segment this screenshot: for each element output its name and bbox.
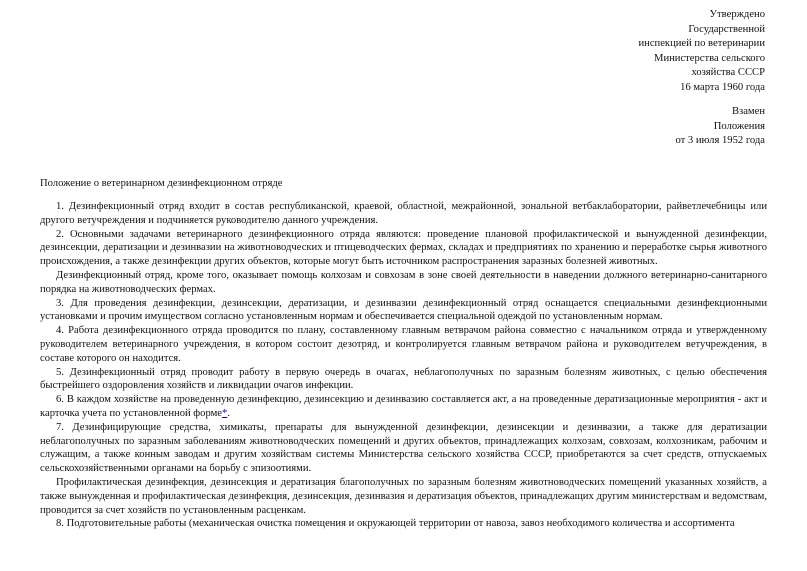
paragraph-1: 1. Дезинфекционный отряд входит в состав республиканской, краевой, областной, межрайонной, зональной ветбаклаборатории, райветлечебницы или другого ветучреждения и подчиняется руководителю данного учреждения. [40, 201, 767, 226]
paragraph-5: 5. Дезинфекционный отряд проводит работу в первую очередь в очагах, неблагополучных по заразным болезням животных, с целью обеспечения быстрейшего оздоровления хозяйств и ликвидации очагов инфекции. [40, 366, 767, 392]
paragraph-4: 4. Работа дезинфекционного отряда проводится по плану, составленному главным ветврачом района совместно с начальником отряда и утвержденному руководителем ветеринарного учреждения, в котором состоит дезотряд, и контролируется главным ветврачом района и руководителем ветучреждения, в составе которого он находится. [40, 325, 767, 364]
paragraph-8: 8. Подготовительные работы (механическая очистка помещения и окружающей территории от навоза, завоз необходимого количества и ассортимента [56, 518, 735, 530]
document-body [40, 200, 767, 531]
approval-line: Министерства сельского [654, 52, 765, 64]
approval-date: 16 марта 1960 года [680, 81, 765, 93]
spacer [639, 95, 765, 105]
replaces-line: Положения [713, 120, 765, 132]
approval-line: Утверждено [709, 9, 765, 20]
approval-block [639, 8, 765, 149]
paragraph-6 [40, 393, 767, 421]
document-title: Положение о ветеринарном дезинфекционном отряде [40, 178, 283, 189]
footnote-link[interactable]: * [222, 407, 228, 419]
approval-line: Государственной [688, 23, 765, 35]
paragraph-2-continued: Дезинфекционный отряд, кроме того, оказывает помощь колхозам и совхозам в зоне своей деятельности в наведении должного ветеринарно-санитарного порядка на животноводческих фермах. [40, 269, 767, 295]
paragraph-7-continued: Профилактическая дезинфекция, дезинсекция и дератизация благополучных по заразным болезням животноводческих помещений указанных хозяйств, а также вынужденная и профилактическая дезинфекция, дезинсекция, дезинвазия и дератизация объектов, принадлежащих другим министерствам и ведомствам, проводится за счет хозяйств по установленным расценкам. [40, 476, 767, 516]
paragraph-2: 2. Основными задачами ветеринарного дезинфекционного отряда являются: проведение плановой профилактической и вынужденной дезинфекции, дезинсекции, дератизации и дезинвазии на животноводческих и птицеводческих фермах, складах и предприятиях по хранению и переработке сырья животного происхождения, а также дезинфекции других объектов, которые могут быть источником распространения заразных болезней животных. [40, 228, 767, 268]
paragraph-6-text: 6. В каждом хозяйстве на проведенную дезинфекцию, дезинсекцию и дезинвазию составляется акт, а на проведенные дератизационные мероприятия - акт и карточка учета по установленной форме [40, 394, 767, 419]
approval-line: хозяйства СССР [691, 67, 765, 78]
replaces-line: Взамен [731, 106, 765, 117]
replaces-date: от 3 июля 1952 года [675, 135, 765, 146]
approval-line: инспекцией по ветеринарии [638, 38, 765, 49]
paragraph-7: 7. Дезинфицирующие средства, химикаты, препараты для вынужденной дезинфекции, дезинсекции и дезинвазии, а также для дератизации неблагополучных по заразным заболеваниям животноводческих помещений и других объектов, принадлежащих колхозам, совхозам, колхозникам, рабочим и служащим, а также конным заводам и другим хозяйствам системы Министерства сельского хозяйства СССР, приобретаются за счет средств, отпускаемых сельскохозяйственными органами на борьбу с эпизоотиями. [40, 421, 767, 475]
paragraph-6-end: . [227, 407, 230, 419]
paragraph-3: 3. Для проведения дезинфекции, дезинсекции, дератизации, и дезинвазии дезинфекционный отряд оснащается специальными дезинфекционными установками и прочим имуществом согласно установленным нормам и обеспечивается специальной одеждой по установленным нормам. [40, 297, 767, 323]
